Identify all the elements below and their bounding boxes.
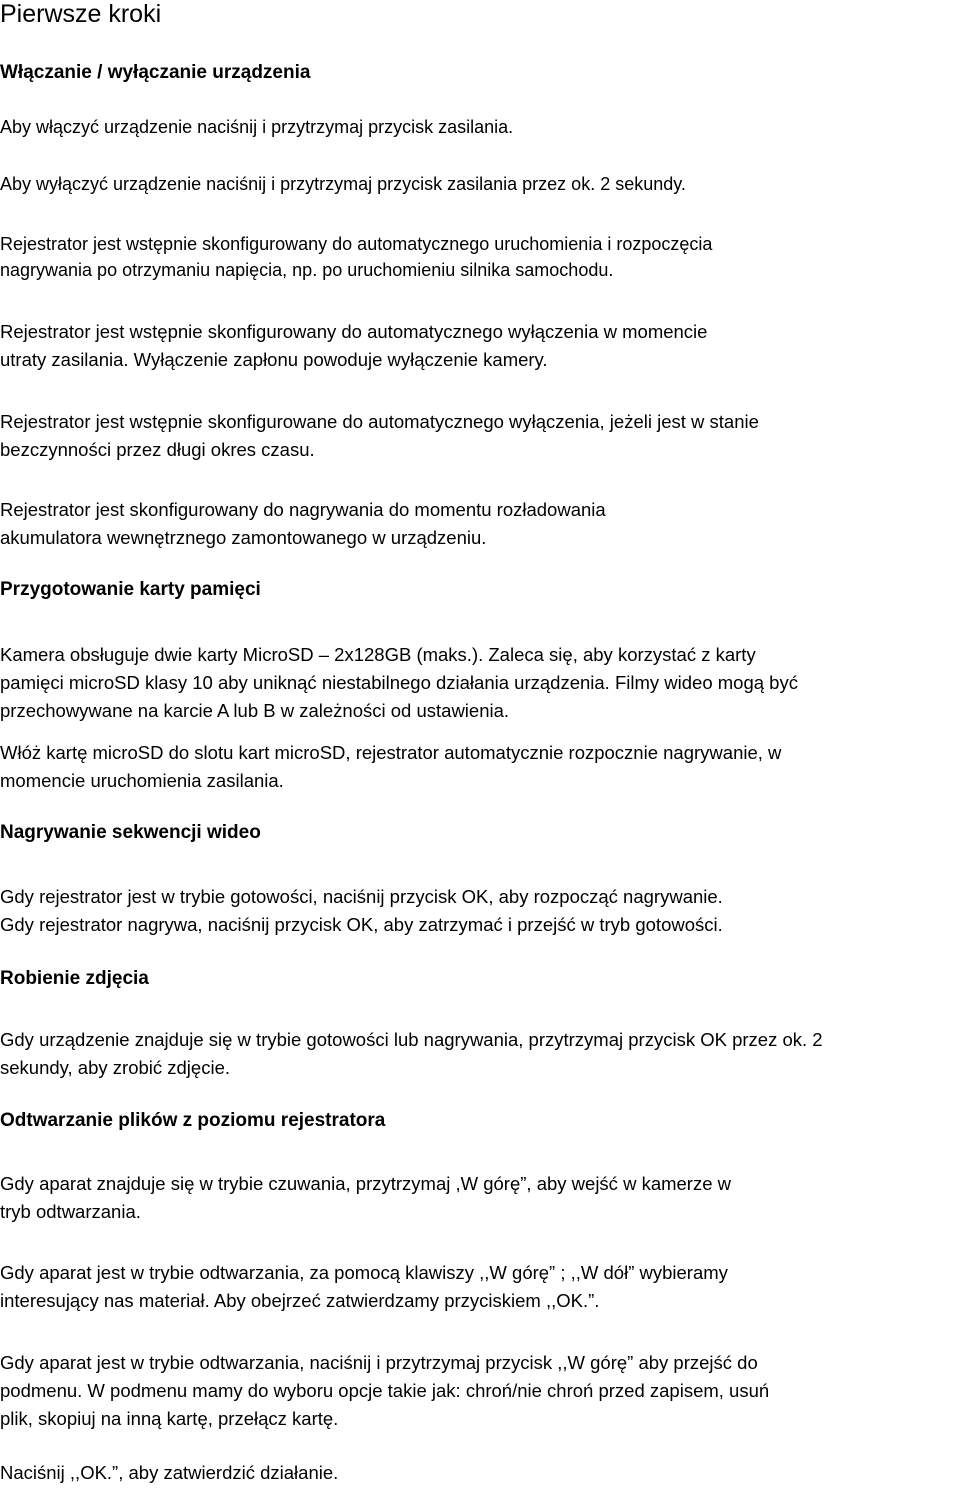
text-line: interesujący nas materiał. Aby obejrzeć zatwierdzamy przyciskiem ,,OK.”.	[0, 1290, 600, 1311]
text-line: Aby włączyć urządzenie naciśnij i przytrzymaj przycisk zasilania.	[0, 117, 514, 137]
recording-paragraph-1	[0, 883, 960, 939]
playback-paragraph-3	[0, 1349, 960, 1433]
section-heading-playback: Odtwarzanie plików z poziomu rejestratora	[0, 1110, 386, 1131]
text-line: podmenu. W podmenu mamy do wyboru opcje takie jak: chroń/nie chroń przed zapisem, usuń	[0, 1380, 770, 1401]
playback-paragraph-2	[0, 1259, 960, 1315]
text-line: Gdy aparat znajduje się w trybie czuwania, przytrzymaj ,W górę”, aby wejść w kamerze w	[0, 1173, 732, 1194]
text-line: Aby wyłączyć urządzenie naciśnij i przytrzymaj przycisk zasilania przez ok. 2 sekundy.	[0, 174, 686, 194]
section-heading-recording: Nagrywanie sekwencji wideo	[0, 822, 261, 843]
text-line: Gdy aparat jest w trybie odtwarzania, za pomocą klawiszy ,,W górę” ; ,,W dół” wybieramy	[0, 1262, 728, 1283]
text-line: sekundy, aby zrobić zdjęcie.	[0, 1057, 230, 1078]
playback-paragraph-4	[0, 1459, 960, 1487]
text-line: przechowywane na karcie A lub B w zależności od ustawienia.	[0, 700, 510, 721]
photo-paragraph-1	[0, 1026, 960, 1082]
text-line: Kamera obsługuje dwie karty MicroSD – 2x128GB (maks.). Zaleca się, aby korzystać z karty	[0, 644, 756, 665]
text-line: plik, skopiuj na inną kartę, przełącz kartę.	[0, 1408, 339, 1429]
memory-paragraph-2	[0, 739, 960, 795]
power-paragraph-5	[0, 408, 960, 464]
text-line: Włóż kartę microSD do slotu kart microSD, rejestrator automatycznie rozpocznie nagrywanie, w	[0, 742, 782, 763]
power-paragraph-2	[0, 171, 960, 197]
text-line: Rejestrator jest wstępnie skonfigurowany do automatycznego uruchomienia i rozpoczęcia	[0, 234, 713, 254]
power-paragraph-3	[0, 231, 960, 283]
power-paragraph-6	[0, 496, 960, 552]
text-line: pamięci microSD klasy 10 aby uniknąć niestabilnego działania urządzenia. Filmy wideo mogą być	[0, 672, 798, 693]
text-line: tryb odtwarzania.	[0, 1201, 141, 1222]
text-line: Naciśnij ,,OK.”, aby zatwierdzić działanie.	[0, 1462, 339, 1483]
power-paragraph-1	[0, 114, 960, 140]
section-heading-memory: Przygotowanie karty pamięci	[0, 579, 261, 600]
text-line: nagrywania po otrzymaniu napięcia, np. po uruchomieniu silnika samochodu.	[0, 260, 614, 280]
page-title: Pierwsze kroki	[0, 0, 162, 28]
text-line: Gdy rejestrator jest w trybie gotowości, naciśnij przycisk OK, aby rozpocząć nagrywanie.	[0, 886, 723, 907]
text-line: bezczynności przez długi okres czasu.	[0, 439, 315, 460]
memory-paragraph-1	[0, 641, 960, 725]
text-line: momencie uruchomienia zasilania.	[0, 770, 284, 791]
text-line: akumulatora wewnętrznego zamontowanego w urządzeniu.	[0, 527, 487, 548]
section-heading-photo: Robienie zdjęcia	[0, 968, 149, 989]
power-paragraph-4	[0, 318, 960, 374]
text-line: Rejestrator jest wstępnie skonfigurowane do automatycznego wyłączenia, jeżeli jest w stanie	[0, 411, 759, 432]
section-heading-power: Włączanie / wyłączanie urządzenia	[0, 62, 311, 83]
text-line: Rejestrator jest wstępnie skonfigurowany do automatycznego wyłączenia w momencie	[0, 321, 708, 342]
text-line: Rejestrator jest skonfigurowany do nagrywania do momentu rozładowania	[0, 499, 606, 520]
text-line: utraty zasilania. Wyłączenie zapłonu powoduje wyłączenie kamery.	[0, 349, 548, 370]
text-line: Gdy aparat jest w trybie odtwarzania, naciśnij i przytrzymaj przycisk ,,W górę” aby przejść do	[0, 1352, 758, 1373]
text-line: Gdy urządzenie znajduje się w trybie gotowości lub nagrywania, przytrzymaj przycisk OK przez ok. 2	[0, 1029, 823, 1050]
text-line: Gdy rejestrator nagrywa, naciśnij przycisk OK, aby zatrzymać i przejść w tryb gotowości.	[0, 914, 723, 935]
playback-paragraph-1	[0, 1170, 960, 1226]
